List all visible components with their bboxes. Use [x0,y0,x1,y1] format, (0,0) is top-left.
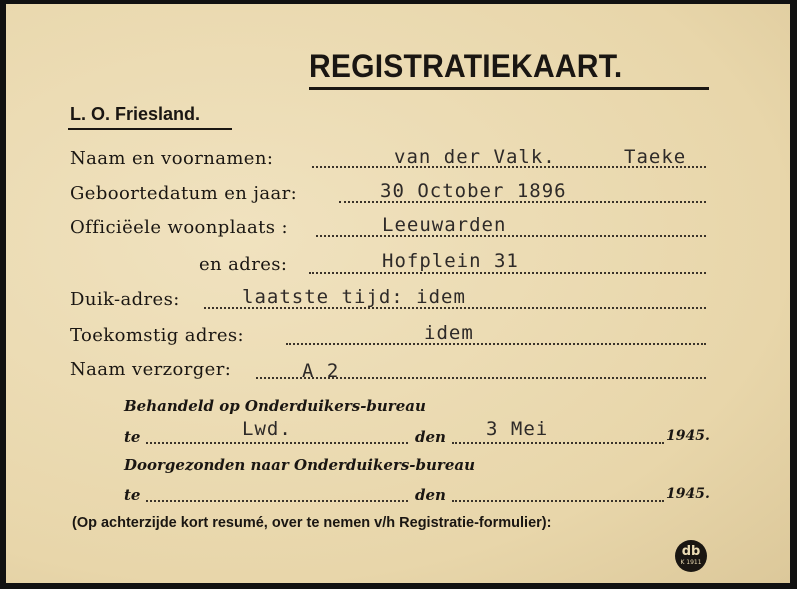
treated-te-dotted-line [146,442,408,444]
address-dotted-line [309,272,706,274]
card-title: REGISTRATIEKAART. [309,48,623,84]
residence-value: Leeuwarden [382,214,507,236]
hiding-address-value: laatste tijd: idem [242,286,466,308]
address-label: en adres: [199,254,288,275]
hiding-address-label: Duik-adres: [70,289,180,310]
caretaker-value: A 2 [302,360,340,382]
registration-card [6,4,790,583]
name-firstname-value: Taeke [624,146,687,168]
treated-te-value: Lwd. [242,418,292,440]
treated-den-value: 3 Mei [486,418,549,440]
dob-label: Geboortedatum en jaar: [70,183,298,204]
future-address-value: idem [424,322,474,344]
organization-underline [68,128,232,130]
forwarded-year: 1945. [666,486,710,502]
residence-dotted-line [316,235,706,237]
dob-value: 30 October 1896 [380,180,567,202]
address-value: Hofplein 31 [382,250,519,272]
treated-heading: Behandeld op Onderduikers-bureau [124,397,426,415]
logo-subtext: K 1911 [680,559,702,566]
logo-mark: db [681,544,701,559]
caretaker-label: Naam verzorger: [70,359,232,380]
treated-den-dotted-line [452,442,664,444]
future-address-label: Toekomstig adres: [70,325,244,346]
footnote: (Op achterzijde kort resumé, over te nemen v/h Registratie-formulier): [72,515,552,531]
name-label: Naam en voornamen: [70,148,274,169]
treated-te-label: te [124,428,141,446]
printer-logo [675,540,707,572]
forwarded-heading: Doorgezonden naar Onderduikers-bureau [124,456,475,474]
forwarded-den-label: den [415,486,446,504]
treated-den-label: den [415,428,446,446]
forwarded-te-label: te [124,486,141,504]
forwarded-den-dotted-line [452,500,664,502]
future-address-dotted-line [286,343,706,345]
name-surname-value: van der Valk. [394,146,556,168]
forwarded-te-dotted-line [146,500,408,502]
title-underline [309,87,709,90]
organization-label: L. O. Friesland. [70,104,201,124]
treated-year: 1945. [666,428,710,444]
residence-label: Officiëele woonplaats : [70,217,288,238]
